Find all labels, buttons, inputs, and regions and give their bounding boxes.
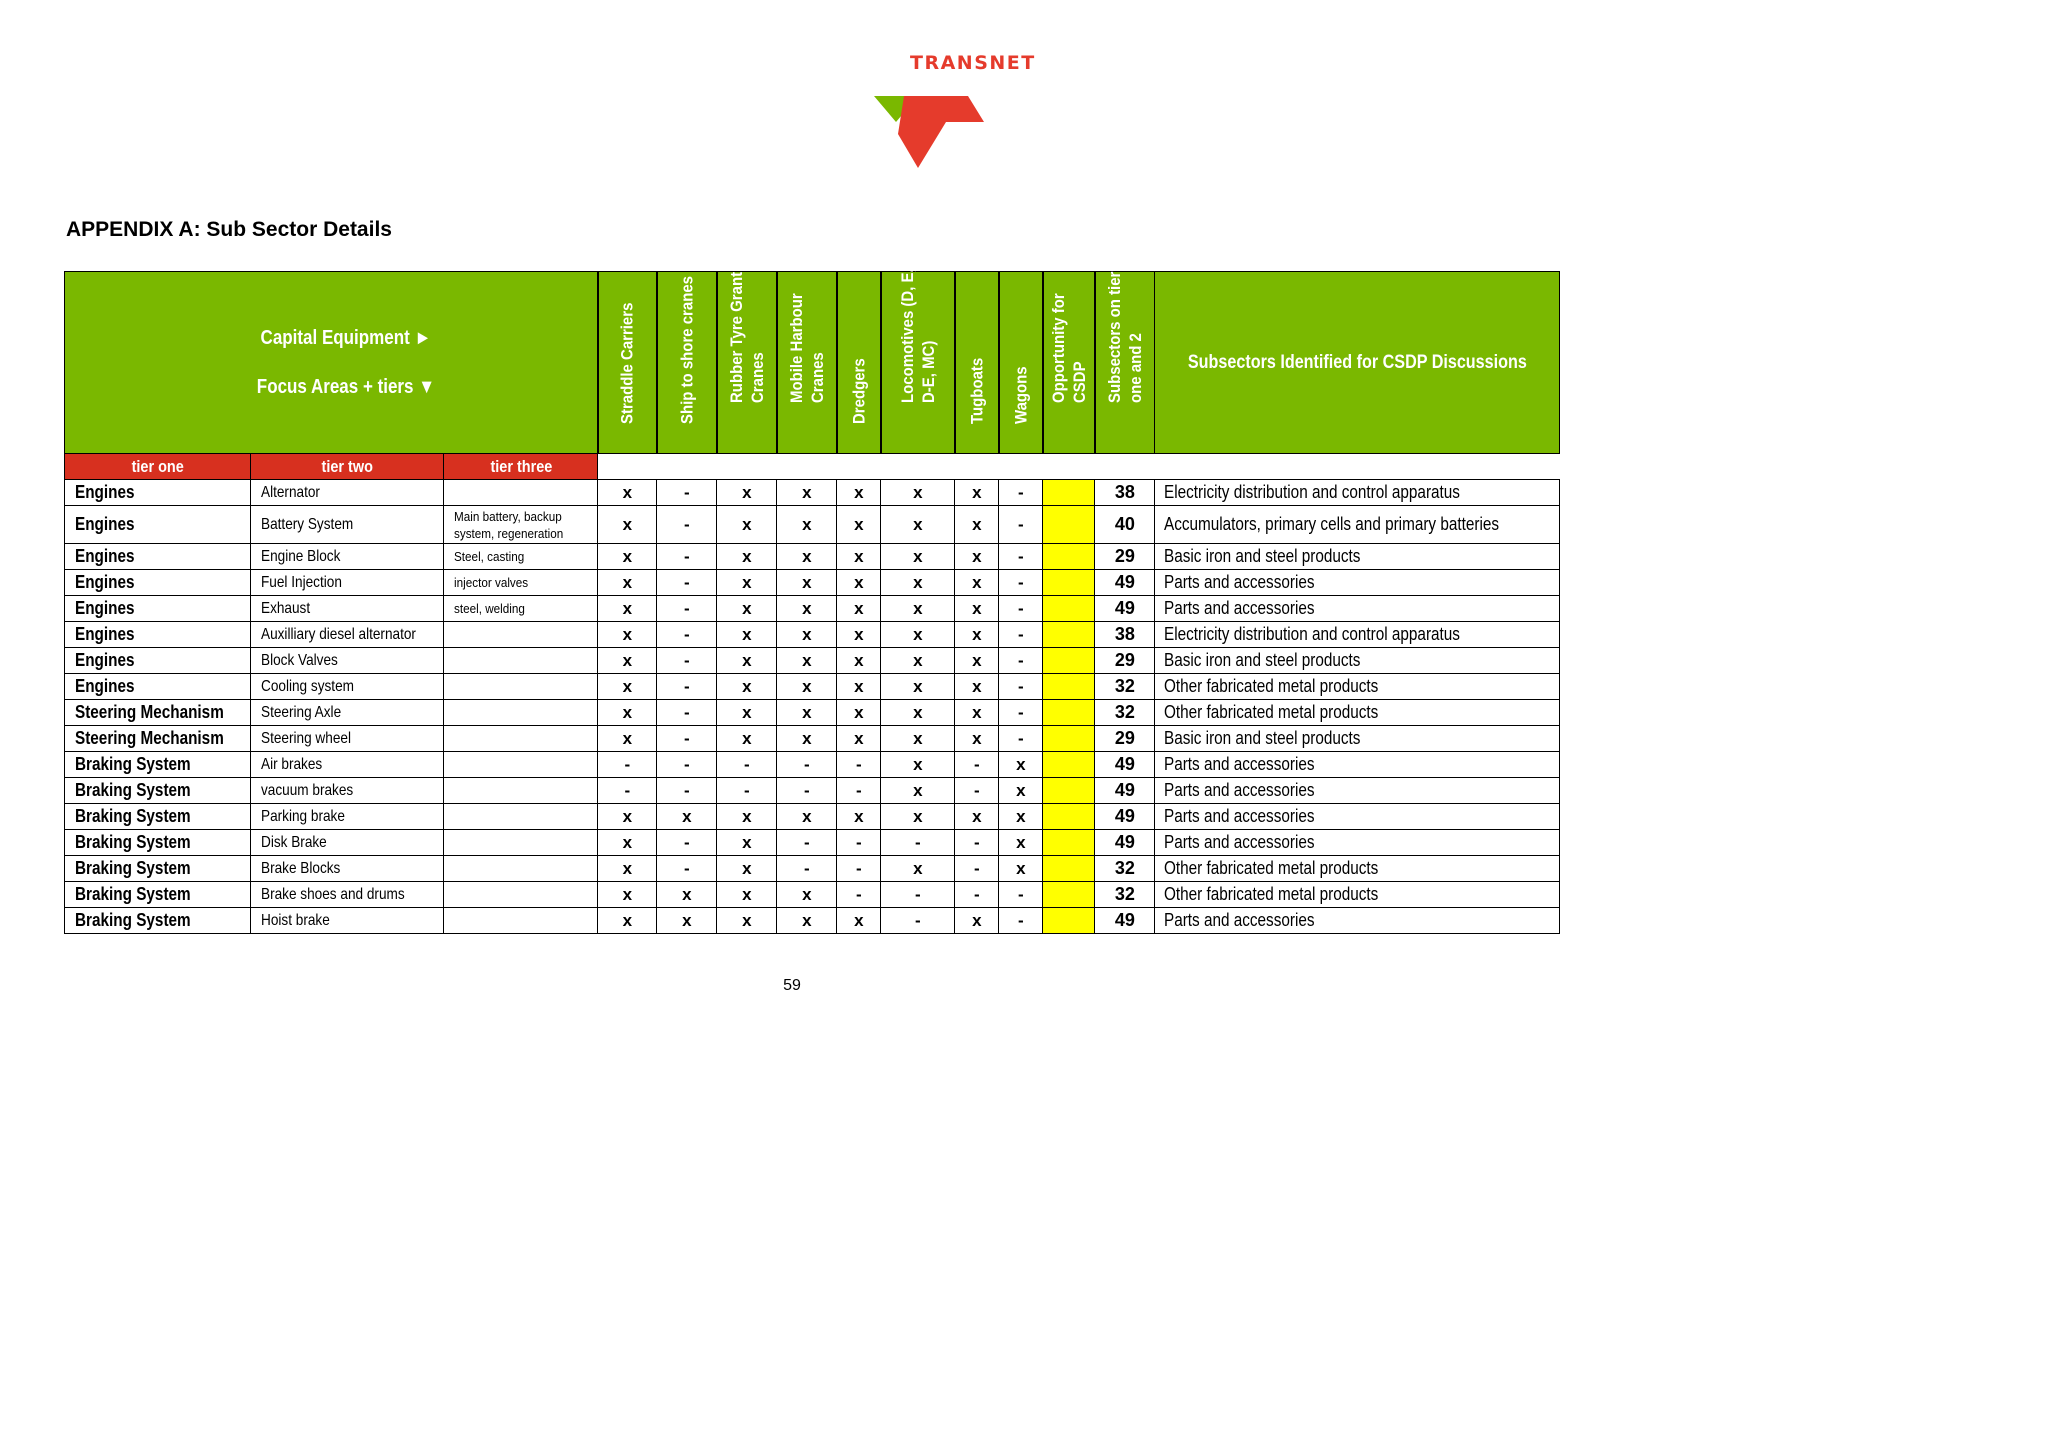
opportunity-cell: [1043, 622, 1095, 648]
transnet-logo: [868, 52, 1048, 177]
mark-cell: x: [837, 726, 881, 752]
mark-cell: x: [837, 908, 881, 934]
mark-cell: x: [777, 674, 837, 700]
subsector-number-cell: 29: [1095, 544, 1155, 570]
mark-cell: -: [777, 752, 837, 778]
subsector-number-cell: 49: [1095, 570, 1155, 596]
mark-cell: x: [717, 700, 777, 726]
table-row: [65, 622, 1560, 648]
subsector-number-cell: 32: [1095, 674, 1155, 700]
mark-cell: x: [777, 622, 837, 648]
opportunity-cell: [1043, 506, 1095, 544]
mark-cell: -: [657, 830, 717, 856]
mark-cell: x: [657, 908, 717, 934]
mark-cell: -: [955, 752, 999, 778]
subsector-number-cell: 49: [1095, 804, 1155, 830]
subsector-name-cell: Parts and accessories: [1155, 596, 1559, 622]
tier-three-cell: [444, 674, 598, 700]
mark-cell: x: [837, 570, 881, 596]
subsector-name-cell: Accumulators, primary cells and primary batteries: [1155, 506, 1559, 544]
mark-cell: x: [881, 622, 955, 648]
mark-cell: x: [955, 506, 999, 544]
tier-two-cell: Cooling system: [251, 674, 444, 700]
mark-cell: x: [999, 856, 1043, 882]
subsector-name-cell: Electricity distribution and control apparatus: [1155, 480, 1559, 506]
mark-cell: x: [955, 700, 999, 726]
tier-two-cell: Disk Brake: [251, 830, 444, 856]
mark-cell: -: [837, 752, 881, 778]
mark-cell: -: [955, 856, 999, 882]
mark-cell: x: [881, 544, 955, 570]
subsector-number-cell: 32: [1095, 700, 1155, 726]
mark-cell: x: [777, 648, 837, 674]
subsector-name-cell: Basic iron and steel products: [1155, 726, 1559, 752]
mark-cell: x: [717, 506, 777, 544]
mark-cell: -: [999, 544, 1043, 570]
mark-cell: -: [657, 752, 717, 778]
mark-cell: x: [955, 726, 999, 752]
tier-two-cell: Block Valves: [251, 648, 444, 674]
mark-cell: x: [881, 726, 955, 752]
table-row: [65, 544, 1560, 570]
mark-cell: x: [598, 674, 657, 700]
subsector-name-cell: Parts and accessories: [1155, 570, 1559, 596]
subsector-number-cell: 38: [1095, 480, 1155, 506]
mark-cell: -: [999, 622, 1043, 648]
mark-cell: x: [717, 544, 777, 570]
subsector-name-cell: Other fabricated metal products: [1155, 882, 1559, 908]
tier-three-cell: [444, 882, 598, 908]
opportunity-cell: [1043, 830, 1095, 856]
mark-cell: x: [955, 908, 999, 934]
mark-cell: x: [777, 882, 837, 908]
mark-cell: -: [955, 778, 999, 804]
mark-cell: x: [777, 480, 837, 506]
table-row: [65, 700, 1560, 726]
mark-cell: x: [837, 622, 881, 648]
mark-cell: x: [657, 882, 717, 908]
opportunity-cell: [1043, 570, 1095, 596]
table-row: [65, 570, 1560, 596]
tier-one-header: tier one: [65, 454, 251, 480]
opportunity-cell: [1043, 804, 1095, 830]
mark-cell: -: [999, 700, 1043, 726]
mark-cell: -: [657, 622, 717, 648]
tier-two-cell: Brake Blocks: [251, 856, 444, 882]
mark-cell: x: [837, 596, 881, 622]
mark-cell: -: [777, 830, 837, 856]
mark-cell: x: [598, 908, 657, 934]
mark-cell: -: [657, 674, 717, 700]
mark-cell: x: [717, 596, 777, 622]
mark-cell: x: [598, 480, 657, 506]
mark-cell: x: [777, 700, 837, 726]
subsector-name-cell: Parts and accessories: [1155, 752, 1559, 778]
tier-two-cell: Hoist brake: [251, 908, 444, 934]
col-header-tugboats: Tugboats: [955, 272, 999, 454]
mark-cell: x: [955, 622, 999, 648]
tier-three-cell: [444, 622, 598, 648]
tier-three-cell: [444, 908, 598, 934]
mark-cell: -: [881, 830, 955, 856]
opportunity-cell: [1043, 856, 1095, 882]
mark-cell: x: [717, 882, 777, 908]
col-header-ship-to-shore-cranes: Ship to shore cranes: [657, 272, 717, 454]
opportunity-cell: [1043, 908, 1095, 934]
mark-cell: x: [837, 700, 881, 726]
mark-cell: -: [657, 596, 717, 622]
subsector-name-cell: Parts and accessories: [1155, 778, 1559, 804]
tier-three-cell: Steel, casting: [444, 544, 598, 570]
col-header-opportunity: Opportunity for CSDP: [1043, 272, 1095, 454]
mark-cell: x: [999, 778, 1043, 804]
tier-three-cell: [444, 778, 598, 804]
mark-cell: -: [999, 570, 1043, 596]
mark-cell: -: [598, 778, 657, 804]
tier-two-cell: Engine Block: [251, 544, 444, 570]
mark-cell: x: [717, 908, 777, 934]
sub-sector-table-container: [64, 257, 1560, 934]
tier-three-cell: [444, 804, 598, 830]
tier-three-cell: [444, 830, 598, 856]
mark-cell: x: [598, 804, 657, 830]
mark-cell: -: [657, 570, 717, 596]
mark-cell: -: [999, 908, 1043, 934]
tier-two-cell: Parking brake: [251, 804, 444, 830]
tier-one-cell: Braking System: [65, 882, 251, 908]
subsector-number-cell: 38: [1095, 622, 1155, 648]
mark-cell: -: [777, 856, 837, 882]
table-row: [65, 506, 1560, 544]
tier-one-cell: Engines: [65, 544, 251, 570]
mark-cell: x: [881, 700, 955, 726]
table-row: [65, 726, 1560, 752]
tier-three-cell: [444, 700, 598, 726]
tier-one-cell: Braking System: [65, 856, 251, 882]
mark-cell: x: [598, 856, 657, 882]
col-header-wagons: Wagons: [999, 272, 1043, 454]
mark-cell: x: [881, 570, 955, 596]
tier-one-cell: Braking System: [65, 830, 251, 856]
mark-cell: -: [837, 830, 881, 856]
tier-three-cell: [444, 752, 598, 778]
tier-three-cell: Main battery, backup system, regeneration: [444, 506, 598, 544]
mark-cell: -: [777, 778, 837, 804]
mark-cell: -: [881, 882, 955, 908]
col-header-locomotives: Locomotives (D, E, D-E, MC): [881, 272, 955, 454]
mark-cell: -: [955, 830, 999, 856]
mark-cell: -: [657, 778, 717, 804]
mark-cell: x: [777, 506, 837, 544]
table-row: [65, 830, 1560, 856]
mark-cell: x: [598, 506, 657, 544]
opportunity-cell: [1043, 778, 1095, 804]
mark-cell: x: [717, 622, 777, 648]
mark-cell: x: [837, 506, 881, 544]
header-line-focus-areas: Focus Areas + tiers ▼: [256, 375, 436, 398]
opportunity-cell: [1043, 544, 1095, 570]
tier-one-cell: Braking System: [65, 778, 251, 804]
page-title: APPENDIX A: Sub Sector Details: [66, 218, 392, 241]
mark-cell: -: [657, 480, 717, 506]
mark-cell: -: [999, 648, 1043, 674]
mark-cell: x: [717, 830, 777, 856]
subsector-name-cell: Other fabricated metal products: [1155, 700, 1559, 726]
mark-cell: x: [598, 830, 657, 856]
tier-one-cell: Engines: [65, 674, 251, 700]
mark-cell: -: [598, 752, 657, 778]
mark-cell: x: [881, 506, 955, 544]
subsector-name-cell: Parts and accessories: [1155, 908, 1559, 934]
mark-cell: x: [717, 804, 777, 830]
mark-cell: x: [999, 804, 1043, 830]
mark-cell: x: [955, 596, 999, 622]
subsector-number-cell: 40: [1095, 506, 1155, 544]
mark-cell: -: [657, 544, 717, 570]
header-line-capital-equipment: Capital Equipment ►: [260, 326, 432, 349]
mark-cell: x: [881, 480, 955, 506]
tier-one-cell: Engines: [65, 480, 251, 506]
mark-cell: x: [955, 480, 999, 506]
page-number: 59: [783, 977, 801, 994]
mark-cell: -: [837, 778, 881, 804]
mark-cell: -: [999, 882, 1043, 908]
mark-cell: x: [598, 726, 657, 752]
mark-cell: -: [955, 882, 999, 908]
logo-mark-icon: [868, 92, 988, 172]
capital-equipment-header: [65, 272, 598, 454]
mark-cell: x: [881, 804, 955, 830]
mark-cell: -: [717, 778, 777, 804]
tier-two-cell: Fuel Injection: [251, 570, 444, 596]
tier-three-cell: [444, 856, 598, 882]
tier-three-cell: injector valves: [444, 570, 598, 596]
tier-two-cell: Exhaust: [251, 596, 444, 622]
opportunity-cell: [1043, 648, 1095, 674]
mark-cell: -: [999, 674, 1043, 700]
mark-cell: x: [717, 726, 777, 752]
tier-one-cell: Steering Mechanism: [65, 726, 251, 752]
tier-three-cell: [444, 648, 598, 674]
mark-cell: -: [657, 700, 717, 726]
subsector-name-cell: Basic iron and steel products: [1155, 544, 1559, 570]
mark-cell: x: [837, 674, 881, 700]
subsector-name-cell: Other fabricated metal products: [1155, 674, 1559, 700]
mark-cell: x: [598, 648, 657, 674]
col-header-subsectors-identified: Subsectors Identified for CSDP Discussions: [1155, 272, 1559, 454]
tier-one-cell: Engines: [65, 596, 251, 622]
mark-cell: x: [717, 480, 777, 506]
subsector-number-cell: 49: [1095, 752, 1155, 778]
subsector-number-cell: 49: [1095, 908, 1155, 934]
logo-wordmark: TRANSNET: [910, 52, 1036, 74]
table-row: [65, 804, 1560, 830]
table-row: [65, 882, 1560, 908]
tier-three-cell: steel, welding: [444, 596, 598, 622]
mark-cell: x: [598, 622, 657, 648]
mark-cell: x: [777, 544, 837, 570]
mark-cell: x: [999, 752, 1043, 778]
col-header-mobile-harbour-cranes: Mobile Harbour Cranes: [777, 272, 837, 454]
mark-cell: x: [717, 856, 777, 882]
mark-cell: x: [777, 570, 837, 596]
opportunity-cell: [1043, 674, 1095, 700]
mark-cell: x: [955, 544, 999, 570]
mark-cell: x: [881, 856, 955, 882]
mark-cell: x: [881, 674, 955, 700]
tier-one-cell: Steering Mechanism: [65, 700, 251, 726]
opportunity-cell: [1043, 596, 1095, 622]
mark-cell: x: [837, 648, 881, 674]
mark-cell: x: [598, 596, 657, 622]
mark-cell: -: [837, 856, 881, 882]
subsector-number-cell: 29: [1095, 726, 1155, 752]
tier-two-cell: Steering wheel: [251, 726, 444, 752]
mark-cell: x: [777, 726, 837, 752]
table-row: [65, 674, 1560, 700]
opportunity-cell: [1043, 752, 1095, 778]
mark-cell: -: [999, 726, 1043, 752]
tier-two-cell: Brake shoes and drums: [251, 882, 444, 908]
mark-cell: x: [955, 648, 999, 674]
tier-two-cell: vacuum brakes: [251, 778, 444, 804]
mark-cell: x: [837, 804, 881, 830]
mark-cell: -: [657, 856, 717, 882]
opportunity-cell: [1043, 882, 1095, 908]
col-header-straddle-carriers: Straddle Carriers: [598, 272, 657, 454]
mark-cell: x: [955, 804, 999, 830]
sub-sector-table: [64, 257, 1560, 934]
mark-cell: -: [657, 506, 717, 544]
mark-cell: x: [598, 544, 657, 570]
mark-cell: x: [598, 570, 657, 596]
subsector-name-cell: Electricity distribution and control apparatus: [1155, 622, 1559, 648]
subsector-number-cell: 29: [1095, 648, 1155, 674]
subsector-number-cell: 49: [1095, 778, 1155, 804]
col-header-dredgers: Dredgers: [837, 272, 881, 454]
col-header-subsectors-tier: Subsectors on tier one and 2: [1095, 272, 1155, 454]
mark-cell: x: [598, 700, 657, 726]
tier-one-cell: Engines: [65, 570, 251, 596]
mark-cell: x: [955, 570, 999, 596]
mark-cell: x: [657, 804, 717, 830]
tier-one-cell: Braking System: [65, 908, 251, 934]
mark-cell: -: [657, 726, 717, 752]
mark-cell: -: [881, 908, 955, 934]
mark-cell: x: [837, 480, 881, 506]
mark-cell: x: [881, 596, 955, 622]
table-row: [65, 596, 1560, 622]
mark-cell: x: [777, 804, 837, 830]
subsector-number-cell: 49: [1095, 596, 1155, 622]
opportunity-cell: [1043, 726, 1095, 752]
table-row: [65, 908, 1560, 934]
mark-cell: -: [717, 752, 777, 778]
subsector-number-cell: 32: [1095, 882, 1155, 908]
tier-one-cell: Engines: [65, 622, 251, 648]
mark-cell: x: [881, 648, 955, 674]
subsector-number-cell: 32: [1095, 856, 1155, 882]
mark-cell: x: [777, 596, 837, 622]
table-row: [65, 778, 1560, 804]
tier-three-cell: [444, 480, 598, 506]
tier-one-cell: Braking System: [65, 804, 251, 830]
mark-cell: -: [999, 596, 1043, 622]
mark-cell: x: [999, 830, 1043, 856]
mark-cell: x: [598, 882, 657, 908]
subsector-name-cell: Other fabricated metal products: [1155, 856, 1559, 882]
opportunity-cell: [1043, 480, 1095, 506]
mark-cell: x: [777, 908, 837, 934]
tier-one-cell: Braking System: [65, 752, 251, 778]
mark-cell: -: [657, 648, 717, 674]
table-row: [65, 752, 1560, 778]
mark-cell: x: [955, 674, 999, 700]
tier-two-cell: Alternator: [251, 480, 444, 506]
subsector-name-cell: Parts and accessories: [1155, 830, 1559, 856]
mark-cell: x: [881, 778, 955, 804]
mark-cell: -: [837, 882, 881, 908]
tier-two-header: tier two: [251, 454, 444, 480]
tier-two-cell: Air brakes: [251, 752, 444, 778]
mark-cell: x: [717, 674, 777, 700]
table-row: [65, 648, 1560, 674]
tier-header-spacer: [598, 454, 1559, 480]
table-row: [65, 856, 1560, 882]
tier-one-cell: Engines: [65, 648, 251, 674]
tier-two-cell: Auxilliary diesel alternator: [251, 622, 444, 648]
table-row: [65, 480, 1560, 506]
tier-two-cell: Battery System: [251, 506, 444, 544]
col-header-rubber-tyre-cranes: Rubber Tyre Grantry Cranes: [717, 272, 777, 454]
mark-cell: -: [999, 506, 1043, 544]
mark-cell: x: [717, 570, 777, 596]
tier-three-cell: [444, 726, 598, 752]
tier-three-header: tier three: [444, 454, 598, 480]
mark-cell: -: [999, 480, 1043, 506]
subsector-name-cell: Parts and accessories: [1155, 804, 1559, 830]
tier-one-cell: Engines: [65, 506, 251, 544]
mark-cell: x: [881, 752, 955, 778]
mark-cell: x: [717, 648, 777, 674]
opportunity-cell: [1043, 700, 1095, 726]
mark-cell: x: [837, 544, 881, 570]
subsector-name-cell: Basic iron and steel products: [1155, 648, 1559, 674]
tier-two-cell: Steering Axle: [251, 700, 444, 726]
subsector-number-cell: 49: [1095, 830, 1155, 856]
